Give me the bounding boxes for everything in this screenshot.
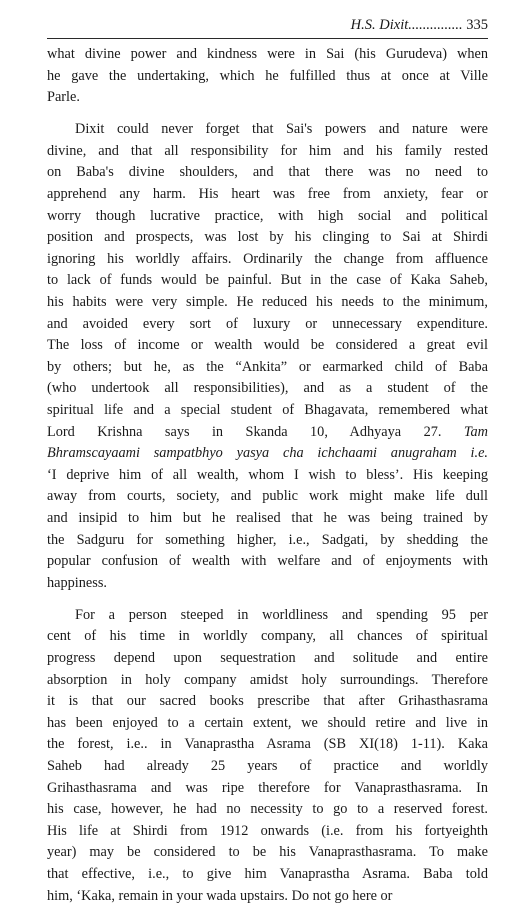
text-line: apprehend any harm. His heart was free from anxiety, fear or — [47, 186, 488, 203]
text-line: position and prospects, was lost by his clinging to Sai at Shirdi — [47, 229, 488, 246]
running-header — [0, 15, 488, 35]
text-line: Parle. — [47, 89, 80, 106]
text-line: the forest, i.e.. in Vanaprastha Asrama (SB XI(18) 1-11). Kaka — [47, 736, 488, 753]
text-line: it is that our sacred books prescribe that after Grihasthasrama — [47, 693, 488, 710]
text-line: he gave the undertaking, which he fulfilled thus at once at Ville — [47, 67, 488, 84]
text-line: ignoring his worldly affairs. Ordinarily the change from affluence — [47, 250, 488, 267]
body-text — [47, 44, 488, 907]
text-line: by others; but he, as the “Ankita” or earmarked child of Baba — [47, 358, 488, 375]
text-line: spiritual life and a special student of Bhagavata, remembered what — [47, 402, 488, 418]
leader-dots: ............... — [408, 17, 463, 33]
text-line: Grihasthasrama and was ripe therefore for Vanaprasthasrama. In — [47, 779, 488, 796]
text-line: happiness. — [47, 574, 107, 591]
text-line: the Sadguru for something higher, i.e., Sadgati, by shedding the — [47, 531, 488, 548]
text-line: his habits were very simple. He reduced his needs to the minimum, — [47, 294, 488, 311]
text-line: divine, and that all responsibility for him and his family rested — [47, 142, 488, 159]
text-line: and insipid to him but he realised that he was being trained by — [47, 509, 488, 526]
text-line: Dixit could never forget that Sai's powers and nature were — [75, 121, 488, 138]
text-line: that effective, i.e., to give him Vanaprastha Asrama. Baba told — [47, 865, 488, 882]
text-line-segment: Lord Krishna says in Skanda 10, Adhyaya 27. — [47, 423, 442, 440]
text-line — [47, 422, 488, 444]
paragraph-3 — [47, 605, 488, 907]
text-line: what divine power and kindness were in Sai (his Gurudeva) when — [47, 46, 488, 62]
header-rule — [47, 38, 488, 39]
text-line: worry though lucrative practice, with high social and political — [47, 207, 488, 224]
text-line: to lack of funds would be painful. But in the case of Kaka Saheb, — [47, 272, 488, 289]
text-line: ‘I deprive him of all wealth, whom I wish to bless’. His keeping — [47, 466, 488, 483]
text-line: away from courts, society, and public work might make life dull — [47, 488, 488, 505]
text-line: For a person steeped in worldliness and spending 95 per — [75, 606, 488, 623]
text-line: The loss of income or wealth would be considered a great evil — [47, 337, 488, 354]
text-line: on Baba's divine shoulders, and that there was no need to — [47, 164, 488, 181]
text-line: progress depend upon sequestration and solitude and entire — [47, 650, 488, 667]
text-line: cent of his time in worldly company, all chances of spiritual — [47, 628, 488, 645]
text-line: his case, however, he had no necessity to go to a reserved forest. — [47, 801, 488, 818]
text-line: Saheb had already 25 years of practice and worldly — [47, 758, 488, 774]
text-line: and avoided every sort of luxury or unnecessary expenditure. — [47, 315, 488, 332]
text-line: popular confusion of wealth with welfare and of enjoyments with — [47, 553, 488, 570]
italic-term: Tam — [463, 423, 489, 440]
text-line: absorption in holy company amidst holy surroundings. Therefore — [47, 671, 488, 688]
text-line: has been enjoyed to a certain extent, we should retire and live in — [47, 714, 488, 731]
text-line: Bhramscayaami sampatbhyo yasya cha ichchaami anugraham i.e. — [47, 445, 488, 462]
running-head-title: H.S. Dixit — [350, 17, 409, 33]
text-line: His life at Shirdi from 1912 onwards (i.e. from his fortyeighth — [47, 822, 488, 839]
paragraph-1 — [47, 44, 488, 109]
text-line: (who undertook all responsibilities), and as a student of the — [47, 380, 488, 397]
text-line: him, ‘Kaka, remain in your wada upstairs. Do not go here or — [47, 887, 393, 904]
page-number: 335 — [466, 17, 488, 33]
text-line: year) may be considered to be his Vanaprasthasrama. To make — [47, 844, 488, 861]
paragraph-2 — [47, 119, 488, 594]
